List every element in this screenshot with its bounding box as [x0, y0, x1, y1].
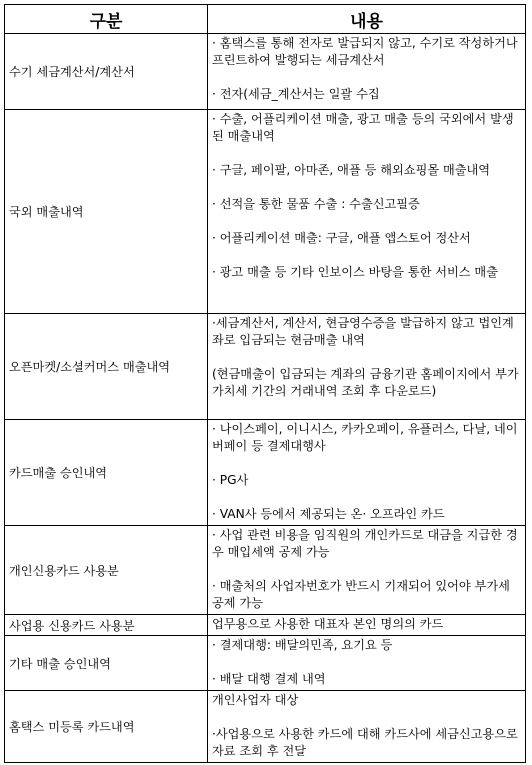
content-line: · 수출, 어플리케이션 매출, 광고 매출 등의 국외에서 발생된 매출내역	[212, 112, 514, 143]
content-line: · 선적을 통한 물품 수출 : 수출신고필증	[212, 197, 420, 211]
row-label: 국외 매출내역	[5, 110, 208, 314]
header-content: 내용	[208, 5, 526, 34]
content-line: · 배달 대행 결제 내역	[212, 672, 326, 686]
content-line: · 광고 매출 등 기타 인보이스 바탕을 통한 서비스 매출	[212, 265, 498, 279]
row-content	[208, 34, 526, 110]
content-line: · 구글, 페이팔, 아마존, 애플 등 해외쇼핑몰 매출내역	[212, 163, 491, 177]
classification-table	[4, 4, 526, 763]
table-row	[5, 615, 526, 636]
row-content	[208, 636, 526, 691]
table-row	[5, 34, 526, 110]
table-row	[5, 691, 526, 763]
row-content	[208, 110, 526, 314]
row-label: 홈택스 미등록 카드내역	[5, 691, 208, 763]
table-row	[5, 314, 526, 420]
content-line: · 나이스페이, 이니시스, 카카오페이, 유플러스, 다날, 네이버페이 등 결제대행사	[212, 422, 518, 453]
table-row	[5, 526, 526, 615]
content-line: · VAN사 등에서 제공되는 온· 오프라인 카드	[212, 507, 445, 521]
content-line: (현금매출이 입금되는 계좌의 금융기관 홈페이지에서 부가가치세 기간의 거래내역 조회 후 다운로드)	[212, 367, 519, 398]
row-label: 개인신용카드 사용분	[5, 526, 208, 615]
row-content	[208, 691, 526, 763]
content-line: · 결제대행: 배달의민족, 요기요 등	[212, 638, 393, 652]
table-header-row	[5, 5, 526, 34]
content-line: 업무용으로 사용한 대표자 본인 명의의 카드	[212, 617, 444, 631]
content-line: 개인사업자 대상	[212, 693, 299, 707]
row-content	[208, 314, 526, 420]
table-row	[5, 636, 526, 691]
content-line: · PG사	[212, 473, 249, 487]
content-line: ·사업용으로 사용한 카드에 대해 카드사에 세금신고용으로 자료 조회 후 전달	[212, 727, 518, 758]
row-label: 기타 매출 승인내역	[5, 636, 208, 691]
row-label: 카드매출 승인내역	[5, 420, 208, 526]
row-label: 수기 세금계산서/계산서	[5, 34, 208, 110]
table-row	[5, 110, 526, 314]
content-line: ·세금계산서, 계산서, 현금영수증을 발급하지 않고 법인계좌로 입금되는 현금매출 내역	[212, 316, 514, 347]
content-line: · 홈택스를 통해 전자로 발급되지 않고, 수기로 작성하거나 프린트하여 발행되는 세금계산서	[212, 36, 518, 67]
content-line: · 매출처의 사업자번호가 반드시 기재되어 있어야 부가세 공제 가능	[212, 579, 510, 610]
row-content	[208, 615, 526, 636]
row-label: 오픈마켓/소셜커머스 매출내역	[5, 314, 208, 420]
content-line: · 전자(세금_계산서는 일괄 수집	[212, 87, 380, 101]
row-label: 사업용 신용카드 사용분	[5, 615, 208, 636]
row-content	[208, 420, 526, 526]
content-line: · 어플리케이션 매출: 구글, 애플 앱스토어 정산서	[212, 231, 471, 245]
content-line: · 사업 관련 비용을 임직원의 개인카드로 대금을 지급한 경우 매입세액 공제 가능	[212, 528, 518, 559]
table-row	[5, 420, 526, 526]
header-category: 구분	[5, 5, 208, 34]
row-content	[208, 526, 526, 615]
